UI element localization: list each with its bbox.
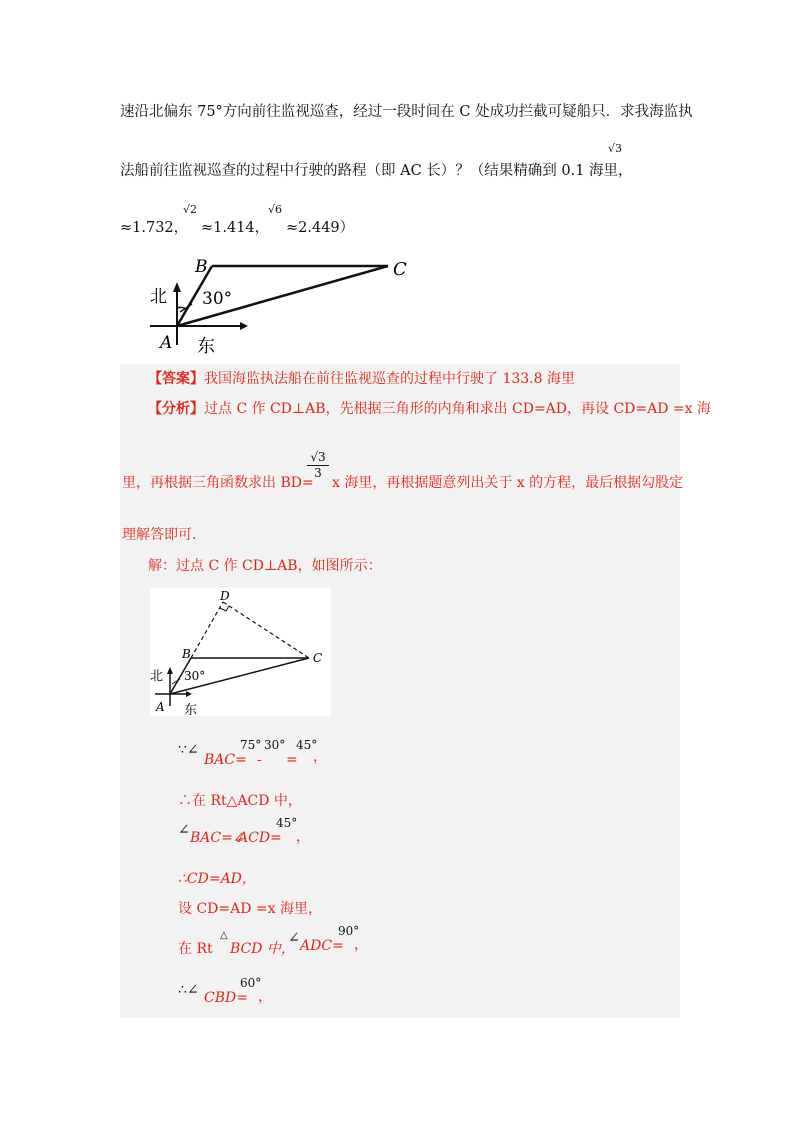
- label-north-2: 北: [150, 669, 164, 684]
- sqrt3-value: √3: [608, 142, 623, 155]
- label-east: 东: [197, 336, 215, 357]
- segment-bd-dashed: [191, 602, 223, 658]
- answer-tag: 【答案】: [148, 371, 204, 387]
- step1-comma: ，: [313, 749, 327, 765]
- label-c: C: [393, 259, 407, 280]
- label-east-2: 东: [184, 703, 198, 716]
- step6-adc: ADC=: [300, 938, 344, 954]
- answer-text: 我国海监执法船在前往监视巡查的过程中行驶了 133.8 海里: [204, 371, 575, 387]
- figure-1: [140, 250, 430, 360]
- analysis-line-3: 理解答即可．: [122, 527, 206, 543]
- analysis-tag: 【分析】: [148, 401, 204, 417]
- step7-comma: ，: [258, 989, 272, 1005]
- label-30-degree: 30°: [202, 289, 233, 309]
- fraction-denominator: 3: [307, 465, 329, 480]
- step6-angle: ∠: [288, 930, 300, 946]
- figure-2-frame: [150, 588, 331, 716]
- step2: ∴在 Rt△ACD 中，: [178, 793, 302, 809]
- fraction: [307, 450, 329, 480]
- step4: ∴CD=AD，: [178, 871, 256, 887]
- question-line-1: 速沿北偏东 75°方向前往监视巡查，经过一段时间在 C 处成功拦截可疑船只．求我海监执: [120, 104, 693, 120]
- approx-sqrt2: ≈1.414，: [201, 220, 270, 236]
- label-b: B: [195, 257, 208, 277]
- north-arrow-icon: [173, 282, 181, 292]
- step1-45: 45°: [296, 738, 318, 752]
- sqrt6-value: √6: [268, 203, 283, 216]
- label-30-degree-2: 30°: [184, 669, 206, 683]
- step1-because: ∵∠: [178, 742, 199, 758]
- answer-line: [148, 368, 575, 388]
- analysis-line-1: [148, 398, 711, 418]
- step3-comma: ，: [296, 829, 310, 845]
- step6-comma: ，: [354, 937, 368, 953]
- step1-bac: BAC=: [204, 752, 247, 768]
- label-d: D: [220, 589, 230, 603]
- step1-minus: -: [257, 752, 262, 768]
- label-a-2: A: [156, 700, 165, 714]
- fraction-numerator: √3: [310, 450, 326, 464]
- step3-bac: BAC=∠: [190, 830, 245, 846]
- analysis-line-2a: 里，再根据三角函数求出 BD=: [122, 475, 314, 491]
- step3-45: 45°: [276, 816, 298, 830]
- sqrt2-value: √2: [183, 203, 198, 216]
- step1-eq: =: [286, 752, 298, 768]
- step1-75: 75°: [240, 738, 262, 752]
- step6-triangle: △: [220, 930, 228, 941]
- east-arrow-2-icon: [186, 691, 192, 697]
- approx-sqrt3: ≈1.732，: [120, 220, 189, 236]
- solution-intro: 解：过点 C 作 CD⊥AB，如图所示：: [148, 558, 382, 574]
- north-arrow-2-icon: [167, 667, 173, 674]
- figure-2: [150, 588, 331, 716]
- segment-dc-dashed: [223, 602, 309, 658]
- step7-cbd: CBD=: [204, 990, 248, 1006]
- step6-90: 90°: [338, 924, 360, 938]
- step6-a: 在 Rt: [178, 941, 213, 957]
- analysis-text-1: 过点 C 作 CD⊥AB，先根据三角形的内角和求出 CD=AD，再设 CD=AD =x 海: [204, 401, 711, 417]
- label-c-2: C: [313, 651, 323, 665]
- label-north: 北: [150, 287, 167, 307]
- step3-acd: ACD=: [238, 830, 282, 846]
- label-b-2: B: [182, 647, 191, 661]
- step7-therefore: ∴∠: [178, 982, 199, 998]
- step3-angle: ∠: [178, 822, 190, 838]
- label-a: A: [160, 333, 173, 353]
- approx-sqrt6: ≈2.449）: [286, 220, 355, 236]
- analysis-line-2b: x 海里，再根据题意列出关于 x 的方程，最后根据勾股定: [332, 475, 684, 491]
- question-line-2: 法船前往监视巡查的过程中行驶的路程（即 AC 长）？（结果精确到 0.1 海里，: [120, 163, 633, 179]
- step5: 设 CD=AD =x 海里，: [178, 901, 322, 917]
- east-arrow-icon: [240, 322, 248, 330]
- step1-30: 30°: [264, 738, 286, 752]
- right-angle-mark: [220, 606, 229, 611]
- step6-b: BCD 中，: [230, 941, 295, 957]
- step7-60: 60°: [240, 976, 262, 990]
